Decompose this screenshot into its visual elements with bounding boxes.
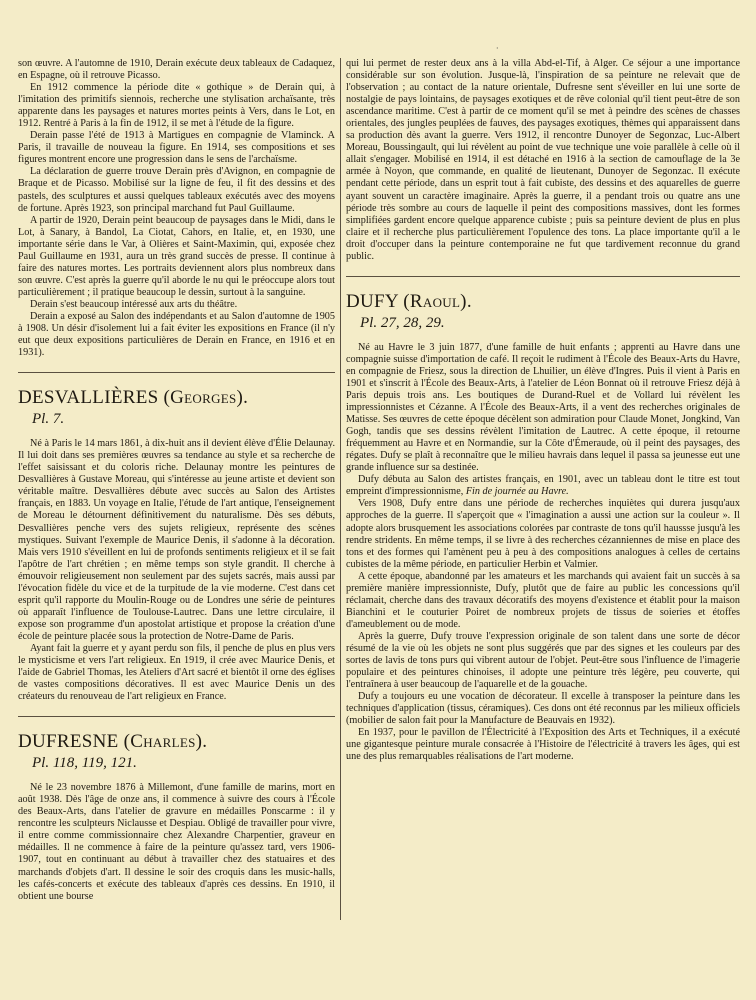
plate-reference: Pl. 7. [32, 411, 65, 428]
artist-heading: DUFY (Raoul). [346, 290, 472, 312]
paragraph-text: Dufy débuta au Salon des artistes français, en 1901, avec un tableau dont le titre est tout empreint d'impressionnisme, [346, 474, 740, 498]
page-body [18, 58, 748, 998]
left-column [18, 58, 335, 903]
page-mark: · [496, 44, 499, 53]
artist-heading: DUFRESNE (Charles). [18, 731, 208, 753]
dufy-section [346, 291, 740, 764]
dufresne-section [18, 731, 335, 902]
paragraph: Né au Havre le 3 juin 1877, d'une famille de huit enfants ; apprenti au Havre dans une compagnie suisse d'importation de café. Il reçoit le rudiment à l'École des Beaux-Arts du Havre, en compagnie de Friesz, sous la direction de Lhuilier, un élève d'Ingres. Puis il vient à Paris en 1901 et s'inscrit à l'École des Beaux-Arts, à l'atelier de Léon Bonnat où il retrouve Friesz déjà à Paris depuis trois ans. Les boutiques de Durand-Ruel et de Vollard lui révèlent les impressionnistes et Cézanne. A l'École des Beaux-Arts, il a vent des recherches originales de Matisse. Ses œuvres de cette époque décèlent son admiration pour Claude Monet, Jongkind, Van Gogh, tandis que ses dessins révèlent l'imitation de Lautrec. A cette époque, il retourne fréquemment au Havre et en Normandie, sur la Côte d'Émeraude, où il peint des paysages, des régates. Dufy se plaît à reconnaître que le milieu havrais dans lequel il passa sa jeunesse eut une grande influence sur sa destinée. [346, 341, 740, 474]
paragraph: Né à Paris le 14 mars 1861, à dix-huit ans il devient élève d'Élie Delaunay. Il lui doit dans ses premières œuvres sa tendance au style et sa recherche de l'effet saisissant et du coloris riche. Delaunay montre les peintures de Desvallières à Gustave Moreau, qui s'intéresse au jeune artiste et devient son véritable maître. Desvallières débute avec succès au Salon des Artistes français, en 1883. Un voyage en Italie, l'étude de l'art antique, l'enseignement de Moreau le détournent définitivement du naturalisme. Dès ses débuts, Desvallières penche vers des sujets religieux, représente des scènes mystiques. Suivant l'exemple de Maurice Denis, il s'adonne à la décoration. Mais vers 1910 s'éveillent en lui de profonds sentiments religieux et il se fait l'apôtre de l'art chrétien ; en même temps son style grandit. Il cherche à émouvoir religieusement non seulement par des sujets sacrés, mais aussi par l'évocation fidèle du vice et de la turpitude de la vie moderne. C'est dans cet esprit qu'il rapporte du Moulin-Rouge ou de Londres une série de peintures où apparaît l'influence de Toulouse-Lautrec. Dans une lettre circulaire, il expose son programme d'un apostolat artistique et propose la création d'une école de peinture placée sous la protection de Notre-Dame de Paris. [18, 438, 335, 642]
right-column [346, 58, 740, 763]
paragraph: Né le 23 novembre 1876 à Millemont, d'une famille de marins, mort en août 1938. Dès l'âge de onze ans, il commence à suivre des cours à l'École des Beaux-Arts, dans l'atelier de gravure en médailles Ponscarme : il y rencontre les sculpteurs Niclausse et Despiau. Obligé de travailler pour vivre, il entre comme commissionnaire chez Alexandre Charpentier, graveur en médailles. Il ne commence à faire de la peinture qu'assez tard, vers 1906-1907, tout en continuant au début à travailler chez des statuaires et des marchands d'objets d'art. Il dessine le soir des croquis dans les music-halls, les cafés-concerts et exécute des tableaux d'après ces dessins. En 1910, il obtient une bourse [18, 782, 335, 902]
plate-reference: Pl. 118, 119, 121. [32, 755, 137, 772]
paragraph: son œuvre. A l'automne de 1910, Derain exécute deux tableaux de Cadaquez, en Espagne, où il retrouve Picasso. [18, 58, 335, 82]
plate-reference: Pl. 27, 28, 29. [360, 314, 445, 331]
painting-title: Fin de journée au Havre. [465, 486, 569, 498]
column-rule [340, 58, 341, 920]
paragraph: En 1912 commence la période dite « gothique » de Derain qui, à l'imitation des primitifs siennois, recherche une stylisation archaïsante, très apparente dans les paysages et natures mortes peints à Vers, dans le Lot, en 1912. Rentré à Paris à la fin de 1912, il se met à l'étude de la figure. [18, 82, 335, 130]
paragraph: La déclaration de guerre trouve Derain près d'Avignon, en compagnie de Braque et de Picasso. Mobilisé sur la ligne de feu, il fit des dessins et des pastels, des sculptures et aussi quelques tableaux exécutés avec des moyens de fortune. Après 1923, son principal marchand fut Paul Guillaume. [18, 166, 335, 214]
section-divider [18, 716, 335, 717]
paragraph: Dufy a toujours eu une vocation de décorateur. Il excelle à transposer la peinture dans les techniques d'application (tissus, céramiques). Ces dons ont été reconnus par les milieux officiels (mobilier de salon fait pour la Manufacture de Beauvais en 1932). [346, 691, 740, 727]
artist-heading: DESVALLIÈRES (Georges). [18, 387, 249, 409]
paragraph: A cette époque, abandonné par les amateurs et les marchands qui avaient fait un succès à sa première manière impressionniste, Dufy, plutôt que de faire au public les concessions qu'il réclamait, cherche dans des travaux décoratifs des moyens d'existence et établit pour la maison Bianchini et le couturier Poiret de nombreux projets de tissus de soieries et étoffes d'ameublement ou de mode. [346, 570, 740, 630]
paragraph: Derain passe l'été de 1913 à Martigues en compagnie de Vlaminck. A Paris, il travaille de nouveau la figure. En 1914, ses compositions et ses figures montrent encore une progression dans le sens de l'archaïsme. [18, 130, 335, 166]
section-divider [18, 372, 335, 373]
section-divider [346, 276, 740, 277]
dufresne-continued [346, 58, 740, 263]
paragraph [346, 474, 740, 498]
paragraph: qui lui permet de rester deux ans à la villa Abd-el-Tif, à Alger. Ce séjour a une importance considérable sur son évolution. Jusque-là, l'inspiration de sa peinture ne relevait que de l'observation ; au contact de la nature orientale, Dufresne sent s'éveiller en lui une sorte de nostalgie de pays lointains, de paysages exotiques et de rêve colonial qu'il tient peut-être de son ascendance maritime. C'est à partir de ce moment qu'il se met à peindre des scènes de chasses orientales, des jungles peuplées de fauves, des paysages exotiques, thèmes qui apparaissent dans sa production dès avant la guerre. Vers 1912, il rencontre Dunoyer de Segonzac, Luc-Albert Moreau, Boussingault, qui lui révèlent au point de vue technique une voie parallèle à celle où il allait s'engager. Mobilisé en 1914, il est détaché en 1916 à la section de camouflage de la 3e armée à Noyon, que commande, en qualité de lieutenant, Dunoyer de Segonzac. Il exécute pendant cette période, dans un esprit tout à fait cubiste, des dessins et des aquarelles de guerre ayant souvent un caractère imaginaire. Après la guerre, il a pendant trois ou quatre ans une période très sombre au cours de laquelle il peint des compositions massives, dont les formes simplifiées gardent encore quelque apparence cubiste ; puis sa peinture devient de plus en plus claire et il recherche plus particulièrement l'opulence des tons. La place importante qu'il a le droit d'occuper dans la peinture contemporaine ne fut que tardivement reconnue du grand public. [346, 58, 740, 262]
paragraph: Derain a exposé au Salon des indépendants et au Salon d'automne de 1905 à 1908. Un désir d'isolement lui a fait éviter les expositions en France (il n'y eut que deux expositions particulières de Derain en France, en 1916 et en 1931). [18, 310, 335, 359]
paragraph: A partir de 1920, Derain peint beaucoup de paysages dans le Midi, dans le Lot, à Sanary, à Bandol, La Ciotat, Cahors, en Italie, et, en 1930, une importante série dans le Var, à Olières et Saint-Maximin, qui, exposée chez Paul Guillaume en 1931, aura un très grand succès de presse. Il continue à faire des natures mortes. Les portraits deviennent alors plus nombreux dans son œuvre. C'est après la guerre qu'il aborde le nu qui le préoccupe alors tout particulièrement ; il pratique beaucoup le dessin, surtout à la sanguine. [18, 214, 335, 298]
desvallieres-section [18, 387, 335, 703]
paragraph: Vers 1908, Dufy entre dans une période de recherches inquiètes qui durera jusqu'aux approches de la guerre. Il s'aperçoit que « l'imagination a aussi une action sur la couleur ». Il adopte alors brusquement les associations colorées par contraste de tons qu'il haussse jusqu'à les rendre stridents. En même temps, il se livre à des recherches cézanniennes de mise en place des tons et des formes qui l'amènent peu à peu à des compositions analogues à celles de certains cubistes de la même période, en particulier Herbin et Valmier. [346, 498, 740, 570]
paragraph: Après la guerre, Dufy trouve l'expression originale de son talent dans une sorte de décor résumé de la vie où les objets ne sont plus suggérés que par des signes et les couleurs par des sortes de lavis de tons purs qui vibrent autour de l'objet. Peut-être sous l'influence de l'imagerie populaire et des peintures chinoises, il adopte une peinture très légère, peu couverte, qui l'entraînera à user beaucoup de l'aquarelle et de la gouache. [346, 630, 740, 691]
paragraph: En 1937, pour le pavillon de l'Électricité à l'Exposition des Arts et Techniques, il a exécuté une gigantesque peinture murale consacrée à l'Histoire de l'électricité à travers les âges, qui est une des plus remarquables réalisations de l'art moderne. [346, 727, 740, 763]
paragraph: Ayant fait la guerre et y ayant perdu son fils, il penche de plus en plus vers le mysticisme et vers l'art religieux. En 1919, il crée avec Maurice Denis, et l'aide de Gabriel Thomas, les Ateliers d'Art sacré et bientôt il orne des églises de vastes compositions décoratives. Il est avec Maurice Denis un des créateurs du renouveau de l'art religieux en France. [18, 642, 335, 703]
paragraph: Derain s'est beaucoup intéressé aux arts du théâtre. [30, 298, 238, 310]
derain-section [18, 58, 335, 359]
